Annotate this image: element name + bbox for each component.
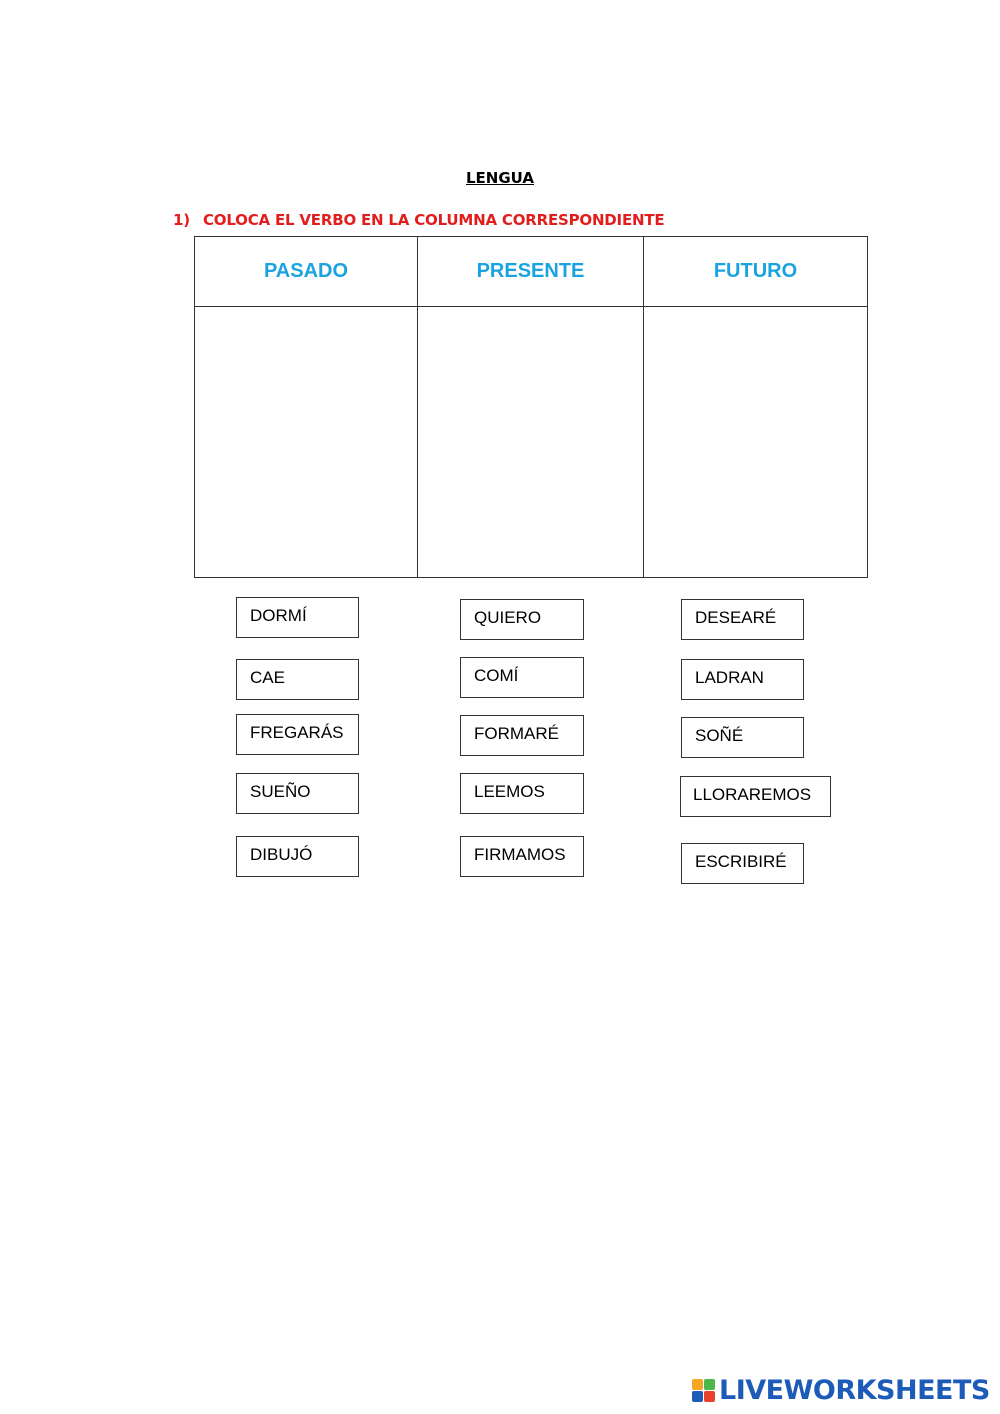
logo-square-icon [704, 1391, 715, 1402]
word-card[interactable]: FREGARÁS [236, 714, 359, 755]
instruction-number: 1) [173, 211, 190, 229]
word-card[interactable]: ESCRIBIRÉ [681, 843, 804, 884]
tense-table [194, 236, 868, 578]
word-card[interactable]: DORMÍ [236, 597, 359, 638]
word-card[interactable]: QUIERO [460, 599, 584, 640]
column-header-pasado: PASADO [195, 237, 418, 307]
column-header-presente: PRESENTE [418, 237, 644, 307]
word-card[interactable]: SUEÑO [236, 773, 359, 814]
logo-square-icon [692, 1391, 703, 1402]
word-card[interactable]: LADRAN [681, 659, 804, 700]
drop-zone-pasado[interactable] [195, 307, 418, 578]
column-header-futuro: FUTURO [644, 237, 868, 307]
word-card[interactable]: SOÑÉ [681, 717, 804, 758]
drop-zone-presente[interactable] [418, 307, 644, 578]
drop-zone-futuro[interactable] [644, 307, 868, 578]
word-card[interactable]: CAE [236, 659, 359, 700]
page-title: LENGUA [466, 169, 534, 187]
instruction-text: COLOCA EL VERBO EN LA COLUMNA CORRESPONDIENTE [203, 211, 665, 229]
logo-square-icon [692, 1379, 703, 1390]
word-card[interactable]: FORMARÉ [460, 715, 584, 756]
word-card[interactable]: LLORAREMOS [680, 776, 831, 817]
word-card[interactable]: DIBUJÓ [236, 836, 359, 877]
liveworksheets-logo-icon [692, 1379, 715, 1402]
liveworksheets-logo [692, 1373, 990, 1407]
word-card[interactable]: FIRMAMOS [460, 836, 584, 877]
brand-name: LIVEWORKSHEETS [719, 1374, 990, 1406]
instruction [173, 211, 664, 229]
word-card[interactable]: LEEMOS [460, 773, 584, 814]
word-card[interactable]: DESEARÉ [681, 599, 804, 640]
logo-square-icon [704, 1379, 715, 1390]
word-card[interactable]: COMÍ [460, 657, 584, 698]
